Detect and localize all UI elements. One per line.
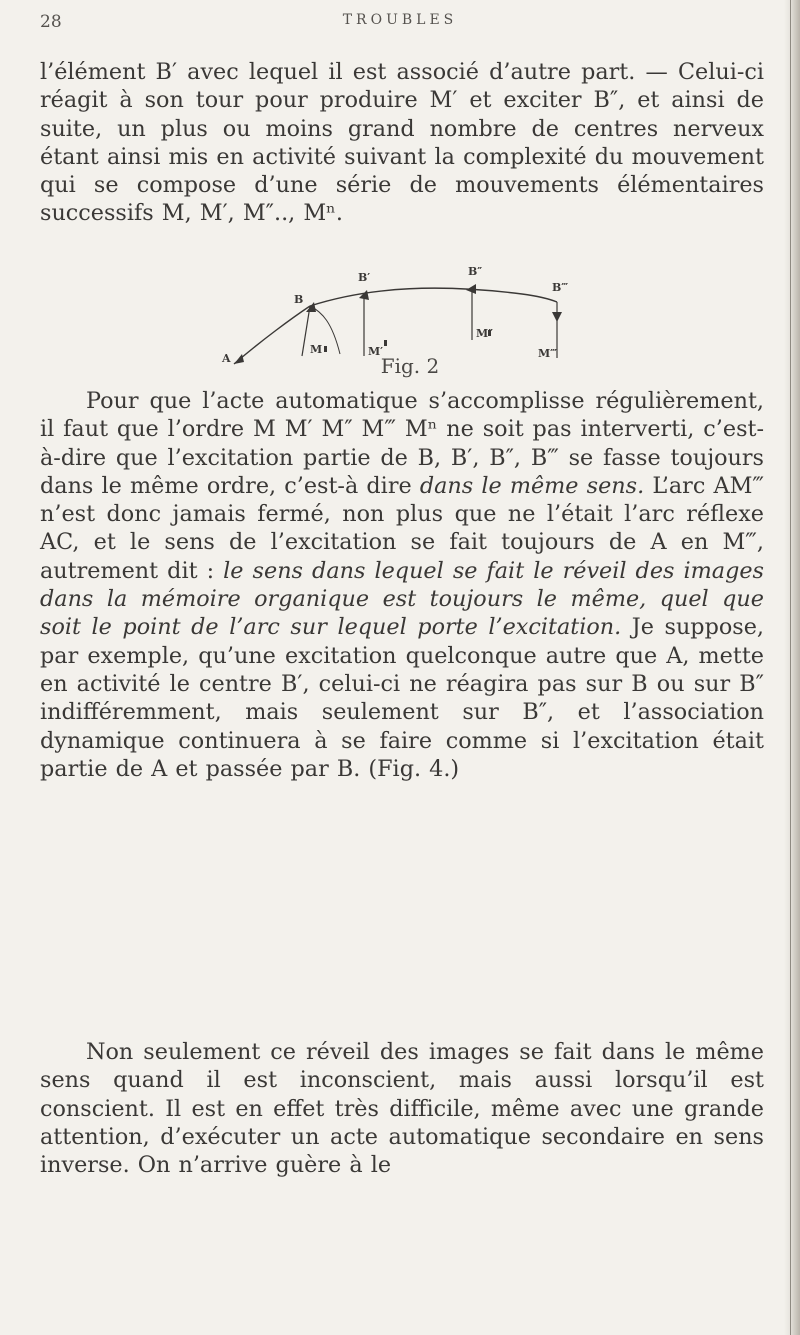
- paragraph-2-italic2: le sens dans lequel se fait le réveil des images dans la mémoire organique est toujours le même, quel que soit le point de l’arc sur lequel porte l’excitation.: [40, 557, 764, 641]
- label-m-triple-prime: M‴: [538, 347, 558, 360]
- binding-crease: [790, 0, 791, 1335]
- running-head: [40, 10, 760, 40]
- paragraph-2-italic1: dans le même sens.: [419, 472, 645, 499]
- arc-b-to-b3: [310, 288, 557, 306]
- label-m: M: [310, 343, 323, 356]
- running-title: TROUBLES: [342, 12, 458, 28]
- page-edge-shadow: [784, 0, 800, 1335]
- arc-a-to-b: [234, 306, 310, 364]
- page-number: 28: [40, 12, 62, 32]
- arrow-b3: [552, 312, 562, 322]
- label-b-prime: B′: [358, 271, 371, 284]
- label-m-double-prime: M″: [476, 327, 494, 340]
- paragraph-2-text: [40, 387, 764, 783]
- tick-m1: [384, 340, 387, 346]
- paragraph-1: [40, 58, 764, 228]
- label-a: A: [222, 352, 231, 365]
- paragraph-3: [40, 1038, 764, 1179]
- label-b-double-prime: B″: [468, 265, 483, 278]
- label-b-triple-prime: B‴: [552, 281, 569, 294]
- figure-caption: Fig. 2: [380, 354, 440, 378]
- paragraph-1-text: l’élément B′ avec lequel il est associé d’autre part. — Celui-ci réagit à son tour pour produire M′ et exciter B″, et ainsi de suite, un plus ou moins grand nombre de centres nerveux étant ainsi mis en activité suivant la complexité du mouvement qui se compose d’une série de mouvements élémentaires successifs M, M′, M″.., Mⁿ.: [40, 59, 764, 227]
- paragraph-2-part2: L’arc AM‴ n’est donc jamais fermé, non plus que ne l’était l’arc réflexe AC, et le sens de l’excitation se fait toujours de A en M‴, autrement dit :: [40, 472, 764, 584]
- paragraph-2: [40, 387, 764, 783]
- link-b-m: [302, 306, 310, 356]
- tick-m: [324, 346, 327, 352]
- paragraph-2-part3: Je suppose, par exemple, qu’une excitation quelconque autre que A, mette en activité le centre B′, celui-ci ne réagira pas sur B ou sur B″ indifféremment, mais seulement sur B″, et l’association dynamique continuera à se faire comme si l’excitation était partie de A et passée par B. (Fig. 4.): [40, 614, 764, 782]
- arrow-a: [234, 354, 244, 364]
- label-b: B: [294, 293, 304, 306]
- arrow-b1: [359, 290, 369, 300]
- paragraph-3-text: Non seulement ce réveil des images se fait dans le même sens quand il est inconscient, mais aussi lorsqu’il est conscient. Il est en effet très difficile, même avec une grande attention, d’exécuter un acte automatique secondaire en sens inverse. On n’arrive guère à le: [40, 1039, 764, 1179]
- paragraph-2-part1: Pour que l’acte automatique s’accomplisse régulièrement, il faut que l’ordre M M′ M″ M‴ Mⁿ ne soit pas interverti, c’est-à-dire que l’excitation partie de B, B′, B″, B‴ se fasse toujours dans le même ordre, c’est-à dire: [40, 388, 764, 499]
- label-m-prime: M′: [368, 345, 384, 358]
